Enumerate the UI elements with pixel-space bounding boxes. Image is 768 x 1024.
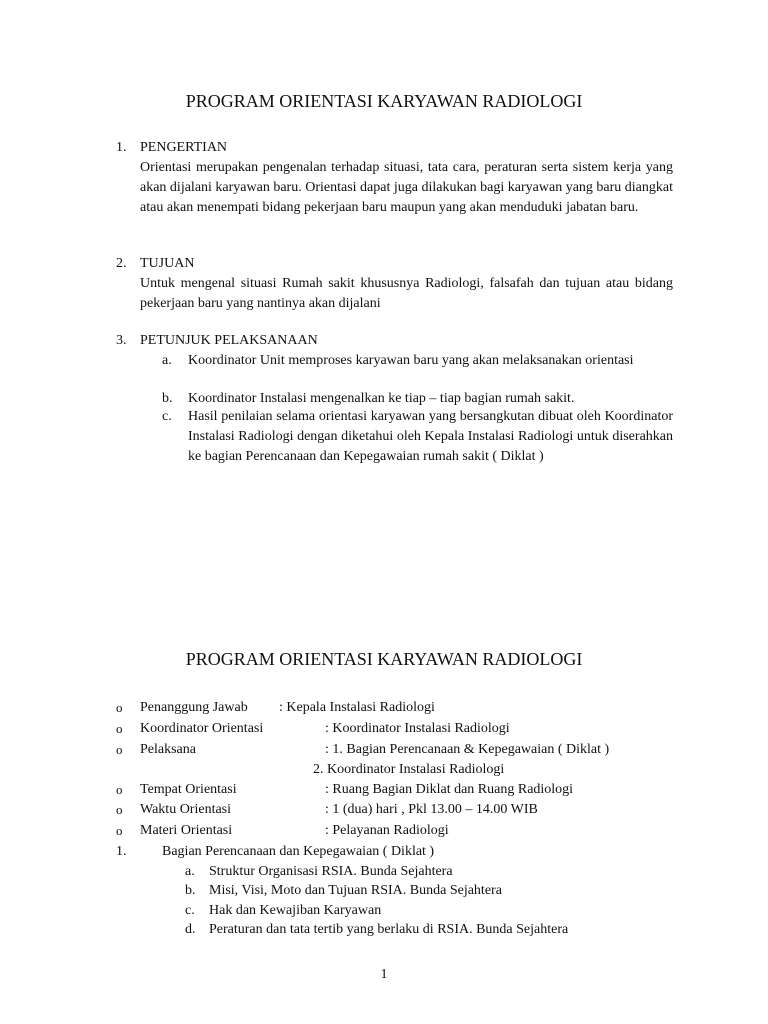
list-item: Koordinator Unit memproses karyawan baru yang akan melaksanakan orientasi <box>188 353 634 368</box>
info-value: : Koordinator Instalasi Radiologi <box>325 721 510 736</box>
info-label: Waktu Orientasi <box>140 802 232 817</box>
page-title: PROGRAM ORIENTASI KARYAWAN RADIOLOGI <box>185 649 583 669</box>
list-item: Hasil penilaian selama orientasi karyawan yang bersangkutan dibuat oleh Koordinator Instalasi Radiologi dengan diketahui oleh Kepala Instalasi Radiologi untuk diserahkan ke bagian Perencanaan dan Kepegawaian rumah sakit ( Diklat ) <box>188 409 673 464</box>
info-value-continuation: 2. Koordinator Instalasi Radiologi <box>313 762 505 777</box>
list-item: Peraturan dan tata tertib yang berlaku di RSIA. Bunda Sejahtera <box>209 922 569 937</box>
info-label: Materi Orientasi <box>140 823 233 838</box>
section-heading-tujuan: TUJUAN <box>140 256 195 271</box>
info-label: Koordinator Orientasi <box>140 721 264 736</box>
materi-number: 1. <box>116 844 127 859</box>
info-value: : 1. Bagian Perencanaan & Kepegawaian ( Diklat ) <box>325 742 610 757</box>
list-item: Koordinator Instalasi mengenalkan ke tiap – tiap bagian rumah sakit. <box>188 391 575 406</box>
section-body-pengertian: Orientasi merupakan pengenalan terhadap situasi, tata cara, peraturan serta sistem kerja yang akan dijalani karyawan baru. Orientasi dapat juga dilakukan bagi karyawan yang baru diangkat atau akan menempati bidang pekerjaan baru maupun yang akan menduduki jabatan baru. <box>140 160 673 215</box>
section-body-tujuan: Untuk mengenal situasi Rumah sakit khususnya Radiologi, falsafah dan tujuan atau bidang pekerjaan baru yang nantinya akan dijalani <box>140 276 673 311</box>
list-item-letter: c. <box>162 409 172 424</box>
info-value: : 1 (dua) hari , Pkl 13.00 – 14.00 WIB <box>325 802 538 817</box>
bullet-icon: o <box>116 742 123 757</box>
list-item-letter: d. <box>185 922 196 937</box>
page-number: 1 <box>380 967 388 982</box>
bullet-icon: o <box>116 700 123 715</box>
list-item-letter: a. <box>185 864 195 879</box>
list-item-letter: c. <box>185 903 195 918</box>
materi-heading: Bagian Perencanaan dan Kepegawaian ( Diklat ) <box>162 844 435 859</box>
list-item: Misi, Visi, Moto dan Tujuan RSIA. Bunda Sejahtera <box>209 883 502 898</box>
section-heading-petunjuk: PETUNJUK PELAKSANAAN <box>140 333 318 348</box>
info-value: : Pelayanan Radiologi <box>325 823 449 838</box>
list-item-letter: b. <box>162 391 173 406</box>
info-value: : Ruang Bagian Diklat dan Ruang Radiologi <box>325 782 574 797</box>
page-title: PROGRAM ORIENTASI KARYAWAN RADIOLOGI <box>185 91 583 111</box>
section-number: 1. <box>116 140 127 155</box>
info-value: : Kepala Instalasi Radiologi <box>279 700 435 715</box>
list-item: Struktur Organisasi RSIA. Bunda Sejahtera <box>209 864 453 879</box>
bullet-icon: o <box>116 802 123 817</box>
section-heading-pengertian: PENGERTIAN <box>140 140 228 155</box>
section-number: 2. <box>116 256 127 271</box>
list-item: Hak dan Kewajiban Karyawan <box>209 903 382 918</box>
list-item-letter: a. <box>162 353 172 368</box>
info-label: Pelaksana <box>140 742 196 757</box>
section-number: 3. <box>116 333 127 348</box>
info-label: Penanggung Jawab <box>140 700 248 715</box>
bullet-icon: o <box>116 782 123 797</box>
list-item-letter: b. <box>185 883 196 898</box>
bullet-icon: o <box>116 823 123 838</box>
info-label: Tempat Orientasi <box>140 782 237 797</box>
bullet-icon: o <box>116 721 123 736</box>
